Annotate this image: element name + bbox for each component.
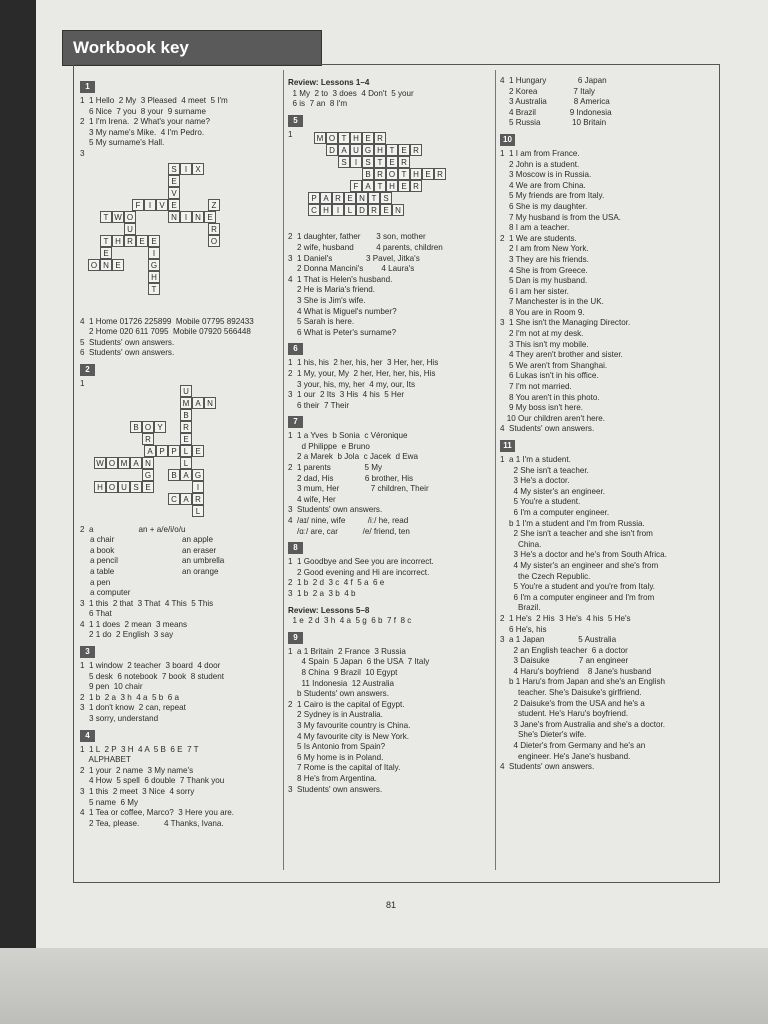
list-item: an umbrella xyxy=(182,556,225,566)
answer-line: 4 1 1 does 2 mean 3 means xyxy=(80,619,188,629)
list-item: a pen xyxy=(90,577,111,587)
answer-line: student. He's Haru's boyfriend. xyxy=(500,709,629,719)
answer-line: 2 1 your 2 name 3 My name's xyxy=(80,765,194,775)
answer-line: 4 Haru's boyfriend 8 Jane's husband xyxy=(500,666,652,676)
crossword-cell: S xyxy=(130,481,142,493)
review-heading: Review: Lessons 5–8 xyxy=(288,605,370,615)
answer-line: 4 1 Tea or coffee, Marco? 3 Here you are. xyxy=(80,808,235,818)
answer-line: 1 xyxy=(288,129,293,139)
crossword-cell: I xyxy=(180,163,192,175)
crossword-cell: A xyxy=(180,469,192,481)
answer-line: 1 1 Hello 2 My 3 Pleased 4 meet 5 I'm xyxy=(80,96,228,105)
crossword-cell: Z xyxy=(208,199,220,211)
answer-line: 1 xyxy=(80,378,85,388)
answer-line: 2 Daisuke's from the USA and he's a xyxy=(500,698,645,708)
crossword-cell: E xyxy=(168,199,180,211)
answer-line: 2 1 b 2 a 3 h 4 a 5 b 6 a xyxy=(80,692,179,702)
crossword-cell: O xyxy=(106,457,118,469)
answer-line: 8 He's from Argentina. xyxy=(288,773,377,783)
answer-line: b 1 I'm a student and I'm from Russia. xyxy=(500,518,645,528)
crossword-cell: Y xyxy=(154,421,166,433)
answer-line: 2 I'm not at my desk. xyxy=(500,329,584,339)
answer-line: 2 1 My, your, My 2 her, Her, her, his, His xyxy=(288,368,436,378)
answer-line: 4 My sister's an engineer. xyxy=(500,486,606,496)
answer-line: 3 This isn't my mobile. xyxy=(500,339,589,349)
crossword-cell: A xyxy=(320,192,332,204)
crossword-cell: T xyxy=(148,283,160,295)
answer-line: 8 You aren't in this photo. xyxy=(500,392,600,402)
crossword-cell: R xyxy=(410,180,422,192)
answer-line: 4 Students' own answers. xyxy=(500,424,595,434)
crossword-cell: P xyxy=(308,192,320,204)
answer-line: 4 1 Home 01726 225899 Mobile 07795 892433 xyxy=(80,316,254,326)
answer-line: 4 My sister's an engineer and she's from xyxy=(500,560,659,570)
answer-line: 4 They aren't brother and sister. xyxy=(500,350,623,360)
crossword-cell: N xyxy=(100,259,112,271)
answer-line: 9 pen 10 chair xyxy=(80,682,143,692)
answer-line: ALPHABET xyxy=(80,755,131,765)
crossword-cell: T xyxy=(100,211,112,223)
crossword-cell: P xyxy=(168,445,180,457)
crossword-cell: E xyxy=(148,235,160,247)
scanner-edge xyxy=(0,948,768,1024)
crossword-cell: O xyxy=(124,211,136,223)
answer-line: 2 Sydney is in Australia. xyxy=(288,710,383,720)
list-item: an orange xyxy=(182,566,219,576)
answer-line: 3 a 1 Japan 5 Australia xyxy=(500,635,617,645)
crossword-cell: P xyxy=(156,445,168,457)
crossword-cell: H xyxy=(350,132,362,144)
answer-line: 1 1 window 2 teacher 3 board 4 door xyxy=(80,661,221,671)
crossword-cell: R xyxy=(192,493,204,505)
answer-line: 6 She is my daughter. xyxy=(500,201,588,211)
answer-line: 4 1 Hungary 6 Japan xyxy=(500,76,607,85)
answer-line: 3 your, his, my, her 4 my, our, Its xyxy=(288,379,415,389)
crossword-cell: R xyxy=(368,204,380,216)
column-1 xyxy=(80,76,280,829)
list-item: a pencil xyxy=(90,556,118,566)
answer-line: 3 Daisuke 7 an engineer xyxy=(500,656,629,666)
section-8-badge: 8 xyxy=(288,542,303,554)
article-lists xyxy=(80,535,280,599)
crossword-cell: E xyxy=(112,259,124,271)
answer-line: 8 I am a teacher. xyxy=(500,223,570,233)
answer-line: 2 1 b 2 d 3 c 4 f 5 a 6 e xyxy=(288,578,385,588)
answer-line: 4 We are from China. xyxy=(500,180,586,190)
crossword-cell: H xyxy=(94,481,106,493)
crossword-cell: W xyxy=(94,457,106,469)
crossword-family xyxy=(288,129,488,228)
crossword-cell: H xyxy=(320,204,332,216)
answer-line: 2 1 daughter, father 3 son, mother xyxy=(288,232,426,242)
answer-line: 3 Students' own answers. xyxy=(288,505,383,515)
crossword-cell: T xyxy=(100,235,112,247)
answer-line: 3 xyxy=(80,148,85,158)
crossword-cell: N xyxy=(168,211,180,223)
crossword-cell: I xyxy=(148,247,160,259)
answer-line: 6 is 7 an 8 I'm xyxy=(288,99,348,109)
answer-line: She's Dieter's wife. xyxy=(500,730,587,740)
answer-line: 1 e 2 d 3 h 4 a 5 g 6 b 7 f 8 c xyxy=(288,616,412,626)
crossword-cell: A xyxy=(130,457,142,469)
answer-line: 7 My husband is from the USA. xyxy=(500,212,622,222)
answer-line: 3 sorry, understand xyxy=(80,714,159,724)
crossword-cell: E xyxy=(180,433,192,445)
answer-line: 3 He's a doctor. xyxy=(500,476,570,486)
crossword-cell: U xyxy=(350,144,362,156)
crossword-cell: T xyxy=(374,180,386,192)
section-7-badge: 7 xyxy=(288,416,303,428)
answer-line: 6 I'm a computer engineer and I'm from xyxy=(500,592,655,602)
crossword-cell: S xyxy=(338,156,350,168)
answer-line: 5 My surname's Hall. xyxy=(80,138,165,148)
answer-line: 5 You're a student. xyxy=(500,497,581,507)
crossword-cell: A xyxy=(180,493,192,505)
answer-line: 11 Indonesia 12 Australia xyxy=(288,678,395,688)
answer-line: 5 We aren't from Shanghai. xyxy=(500,360,608,370)
answer-line: b 1 Haru's from Japan and she's an English xyxy=(500,677,666,687)
crossword-cell: E xyxy=(204,211,216,223)
crossword-cell: H xyxy=(410,168,422,180)
answer-line: b Students' own answers. xyxy=(288,689,389,699)
answer-line: 5 desk 6 notebook 7 book 8 student xyxy=(80,671,224,681)
answer-line: Brazil. xyxy=(500,603,541,613)
answer-line: 3 She is Jim's wife. xyxy=(288,295,366,305)
answer-line: 1 1 his, his 2 her, his, her 3 Her, her, His xyxy=(288,358,439,368)
crossword-cell: I xyxy=(180,211,192,223)
answer-line: 2 He is Maria's friend. xyxy=(288,285,376,295)
crossword-cell: R xyxy=(142,433,154,445)
crossword-cell: B xyxy=(180,409,192,421)
column-2 xyxy=(288,76,488,795)
answer-line: 3 Moscow is in Russia. xyxy=(500,170,592,180)
crossword-cell: H xyxy=(374,144,386,156)
answer-line: 3 mum, Her 7 children, Their xyxy=(288,484,429,494)
answer-line: 7 Rome is the capital of Italy. xyxy=(288,763,401,773)
answer-line: 3 Jane's from Australia and she's a doctor. xyxy=(500,719,666,729)
answer-line: 8 China 9 Brazil 10 Egypt xyxy=(288,667,398,677)
column-divider xyxy=(495,70,496,870)
crossword-cell: C xyxy=(308,204,320,216)
crossword-cell: R xyxy=(374,132,386,144)
answer-line: 6 Nice 7 you 8 your 9 surname xyxy=(80,106,206,116)
crossword-cell: I xyxy=(332,204,344,216)
answer-line: 2 1 He's 2 His 3 He's 4 his 5 He's xyxy=(500,613,631,623)
answer-line: 5 My friends are from Italy. xyxy=(500,191,605,201)
crossword-cell: V xyxy=(168,187,180,199)
list-item: a table xyxy=(90,566,115,576)
answer-line: 3 Students' own answers. xyxy=(288,784,383,794)
crossword-cell: R xyxy=(434,168,446,180)
crossword-cell: B xyxy=(130,421,142,433)
answer-line: teacher. She's Daisuke's girlfriend. xyxy=(500,688,642,698)
crossword-cell: R xyxy=(124,235,136,247)
answer-line: 4 /aɪ/ nine, wife /iː/ he, read xyxy=(288,516,409,526)
answer-line: 5 Is Antonio from Spain? xyxy=(288,742,386,752)
crossword-cell: R xyxy=(180,421,192,433)
answer-line: 4 1 That is Helen's husband. xyxy=(288,274,393,284)
answer-line: 8 You are in Room 9. xyxy=(500,307,585,317)
crossword-cell: L xyxy=(344,204,356,216)
crossword-cell: E xyxy=(344,192,356,204)
crossword-cell: E xyxy=(192,445,204,457)
page-title: Workbook key xyxy=(62,30,322,66)
crossword-cell: T xyxy=(386,144,398,156)
answer-line: 5 Students' own answers. xyxy=(80,337,175,347)
list-item: an apple xyxy=(182,535,214,545)
answer-line: 9 My boss isn't here. xyxy=(500,403,583,413)
crossword-cell: T xyxy=(338,132,350,144)
crossword-cell: G xyxy=(148,259,160,271)
list-item: a computer xyxy=(90,588,131,598)
answer-line: 3 They are his friends. xyxy=(500,254,589,264)
crossword-cell: S xyxy=(380,192,392,204)
crossword-cell: H xyxy=(148,271,160,283)
answer-line: 2 She isn't a teacher and she isn't from xyxy=(500,529,653,539)
crossword-cell: B xyxy=(168,469,180,481)
answer-line: 2 Donna Mancini's 4 Laura's xyxy=(288,264,415,274)
crossword-cell: B xyxy=(362,168,374,180)
column-divider xyxy=(283,70,284,870)
section-6-badge: 6 xyxy=(288,343,303,355)
answer-line: 1 a 1 Britain 2 France 3 Russia xyxy=(288,646,406,656)
crossword-cell: I xyxy=(350,156,362,168)
answer-line: 5 Sarah is here. xyxy=(288,317,355,327)
crossword-cell: N xyxy=(204,397,216,409)
crossword-cell: G xyxy=(192,469,204,481)
crossword-cell: O xyxy=(386,168,398,180)
crossword-cell: R xyxy=(374,168,386,180)
crossword-numbers xyxy=(80,163,280,313)
answer-line: 3 1 b 2 a 3 b 4 b xyxy=(288,589,356,598)
answer-line: 4 She is from Greece. xyxy=(500,265,588,275)
answer-line: 3 He's a doctor and he's from South Africa. xyxy=(500,550,667,560)
crossword-cell: M xyxy=(118,457,130,469)
crossword-cell: N xyxy=(142,457,154,469)
crossword-cell: O xyxy=(326,132,338,144)
crossword-cell: U xyxy=(180,385,192,397)
crossword-cell: E xyxy=(386,156,398,168)
answer-line: 5 You're a student and you're from Italy. xyxy=(500,582,656,592)
answer-line: 4 My favourite city is New York. xyxy=(288,731,409,741)
crossword-cell: M xyxy=(180,397,192,409)
answer-line: 2 I am from New York. xyxy=(500,244,589,254)
crossword-cell: R xyxy=(332,192,344,204)
answer-line: 4 wife, Her xyxy=(288,494,336,504)
crossword-cell: F xyxy=(350,180,362,192)
crossword-cell: W xyxy=(112,211,124,223)
answer-line: 3 1 Daniel's 3 Pavel, Jitka's xyxy=(288,253,420,263)
crossword-cell: I xyxy=(192,481,204,493)
answer-line: 10 Our children aren't here. xyxy=(500,413,606,423)
answer-line: 5 name 6 My xyxy=(80,797,139,807)
answer-line: 2 Good evening and Hi are incorrect. xyxy=(288,567,430,577)
answer-line: 5 Dan is my husband. xyxy=(500,276,588,286)
answer-line: 2 Tea, please. 4 Thanks, Ivana. xyxy=(80,818,224,828)
answer-line: 2 She isn't a teacher. xyxy=(500,465,589,475)
crossword-cell: V xyxy=(156,199,168,211)
crossword-cell: O xyxy=(88,259,100,271)
crossword-cell: H xyxy=(112,235,124,247)
answer-line: 2 a Marek b Jola c Jacek d Ewa xyxy=(288,452,419,462)
section-2-badge: 2 xyxy=(80,364,95,376)
crossword-cell: E xyxy=(398,180,410,192)
answer-line: 3 1 don't know 2 can, repeat xyxy=(80,703,186,713)
answer-line: 2 1 Cairo is the capital of Egypt. xyxy=(288,699,405,709)
answer-line: 6 their 7 Their xyxy=(288,400,350,410)
answer-line: 4 Brazil 9 Indonesia xyxy=(500,107,612,117)
column-3 xyxy=(500,76,716,773)
section-9-badge: 9 xyxy=(288,632,303,644)
section-1-badge: 1 xyxy=(80,81,95,93)
list-item: a chair xyxy=(90,535,115,545)
answer-line: 6 That xyxy=(80,609,112,619)
section-1-lines xyxy=(80,96,280,160)
answer-line: 1 1 Goodbye and See you are incorrect. xyxy=(288,557,434,567)
crossword-cell: N xyxy=(356,192,368,204)
answer-line: 1 1 I am from France. xyxy=(500,148,580,158)
crossword-cell: T xyxy=(374,156,386,168)
crossword-cell: L xyxy=(192,505,204,517)
answer-line: 3 Australia 8 America xyxy=(500,97,610,107)
answer-line: 2 Home 020 611 7095 Mobile 07920 566448 xyxy=(80,327,251,337)
answer-line: 1 a 1 I'm a student. xyxy=(500,455,571,464)
answer-line: 2 wife, husband 4 parents, children xyxy=(288,242,443,252)
answer-line: 5 Russia 10 Britain xyxy=(500,118,607,128)
crossword-cell: R xyxy=(208,223,220,235)
answer-line: 6 Students' own answers. xyxy=(80,348,175,358)
crossword-cell: E xyxy=(136,235,148,247)
answer-line: 2 1 I'm Irena. 2 What's your name? xyxy=(80,117,210,127)
answer-line: 7 Manchester is in the UK. xyxy=(500,297,604,307)
crossword-cell: E xyxy=(362,132,374,144)
section-4-badge: 4 xyxy=(80,730,95,742)
answer-line: 1 My 2 to 3 does 4 Don't 5 your xyxy=(288,88,414,98)
crossword-cell: S xyxy=(362,156,374,168)
review-heading: Review: Lessons 1–4 xyxy=(288,78,370,87)
crossword-cell: O xyxy=(106,481,118,493)
answer-line: 4 Dieter's from Germany and he's an xyxy=(500,741,646,751)
crossword-cell: T xyxy=(368,192,380,204)
crossword-cell: G xyxy=(362,144,374,156)
crossword-cell: M xyxy=(314,132,326,144)
crossword-cell: L xyxy=(180,457,192,469)
crossword-cell: S xyxy=(168,163,180,175)
crossword-cell: D xyxy=(356,204,368,216)
crossword-cell: N xyxy=(192,211,204,223)
answer-line: 4 How 5 spell 6 double 7 Thank you xyxy=(80,776,225,786)
list-item: an eraser xyxy=(182,545,217,555)
crossword-cell: U xyxy=(118,481,130,493)
answer-line: 6 I am her sister. xyxy=(500,286,569,296)
crossword-cell: A xyxy=(192,397,204,409)
crossword-cell: E xyxy=(422,168,434,180)
crossword-cell: N xyxy=(392,204,404,216)
crossword-cell: O xyxy=(142,421,154,433)
crossword-cell: E xyxy=(142,481,154,493)
section-5-badge: 5 xyxy=(288,115,303,127)
answer-line: 2 Korea 7 Italy xyxy=(500,86,595,96)
crossword-cell: G xyxy=(142,469,154,481)
crossword-objects xyxy=(80,386,280,521)
crossword-cell: A xyxy=(362,180,374,192)
crossword-cell: L xyxy=(180,445,192,457)
answer-line: 1 1 a Yves b Sonia c Véronique xyxy=(288,431,408,441)
crossword-cell: F xyxy=(132,199,144,211)
answer-line: 2 John is a student. xyxy=(500,159,580,169)
answer-line: 3 1 this 2 that 3 That 4 This 5 This xyxy=(80,598,214,608)
crossword-cell: T xyxy=(398,168,410,180)
page-number: 81 xyxy=(386,900,397,910)
answer-line: 7 I'm not married. xyxy=(500,382,572,392)
answer-line: 2 1 We are students. xyxy=(500,233,577,243)
crossword-cell: U xyxy=(124,223,136,235)
an-list xyxy=(182,535,224,599)
crossword-cell: E xyxy=(100,247,112,259)
answer-line: 3 1 She isn't the Managing Director. xyxy=(500,318,631,328)
section-10-badge: 10 xyxy=(500,134,515,146)
crossword-cell: H xyxy=(386,180,398,192)
answer-line: 6 He's, his xyxy=(500,624,547,634)
answer-line: 2 a an + a/e/i/o/u xyxy=(80,524,186,534)
answer-line: 3 1 this 2 meet 3 Nice 4 sorry xyxy=(80,787,195,796)
section-11-badge: 11 xyxy=(500,440,515,452)
answer-line: 6 What is Peter's surname? xyxy=(288,327,397,337)
crossword-cell: E xyxy=(398,144,410,156)
section-3-badge: 3 xyxy=(80,646,95,658)
crossword-cell: X xyxy=(192,163,204,175)
crossword-cell: A xyxy=(338,144,350,156)
answer-line: the Czech Republic. xyxy=(500,571,591,581)
answer-line: 1 1 L 2 P 3 H 4 A 5 B 6 E 7 T xyxy=(80,744,199,754)
crossword-cell: R xyxy=(410,144,422,156)
list-item: a book xyxy=(90,545,115,555)
answer-line: China. xyxy=(500,539,542,549)
crossword-cell: E xyxy=(168,175,180,187)
answer-line: 2 an English teacher 6 a doctor xyxy=(500,645,628,655)
crossword-cell: A xyxy=(144,445,156,457)
answer-line: 4 Students' own answers. xyxy=(500,762,595,772)
a-list xyxy=(80,535,182,599)
answer-line: 4 Spain 5 Japan 6 the USA 7 Italy xyxy=(288,657,430,667)
answer-line: /ɑː/ are, car /e/ friend, ten xyxy=(288,526,410,536)
answer-line: engineer. He's Jane's husband. xyxy=(500,751,631,761)
answer-line: 6 My home is in Poland. xyxy=(288,752,384,762)
answer-line: d Philippe e Bruno xyxy=(288,441,370,451)
crossword-cell: R xyxy=(398,156,410,168)
answer-line: 3 My name's Mike. 4 I'm Pedro. xyxy=(80,127,205,137)
answer-line: 2 1 do 2 English 3 say xyxy=(80,630,174,640)
answer-line: 6 Lukas isn't in his office. xyxy=(500,371,599,381)
crossword-cell: E xyxy=(380,204,392,216)
crossword-cell: D xyxy=(326,144,338,156)
answer-line: 2 dad, His 6 brother, His xyxy=(288,473,414,483)
answer-line: 2 1 parents 5 My xyxy=(288,463,383,473)
answer-line: 3 1 our 2 Its 3 His 4 his 5 Her xyxy=(288,390,405,400)
answer-line: 6 I'm a computer engineer. xyxy=(500,507,610,517)
crossword-cell: C xyxy=(168,493,180,505)
answer-line: 3 My favourite country is China. xyxy=(288,720,411,730)
answer-line: 4 What is Miguel's number? xyxy=(288,306,397,316)
crossword-cell: I xyxy=(144,199,156,211)
crossword-cell: O xyxy=(208,235,220,247)
